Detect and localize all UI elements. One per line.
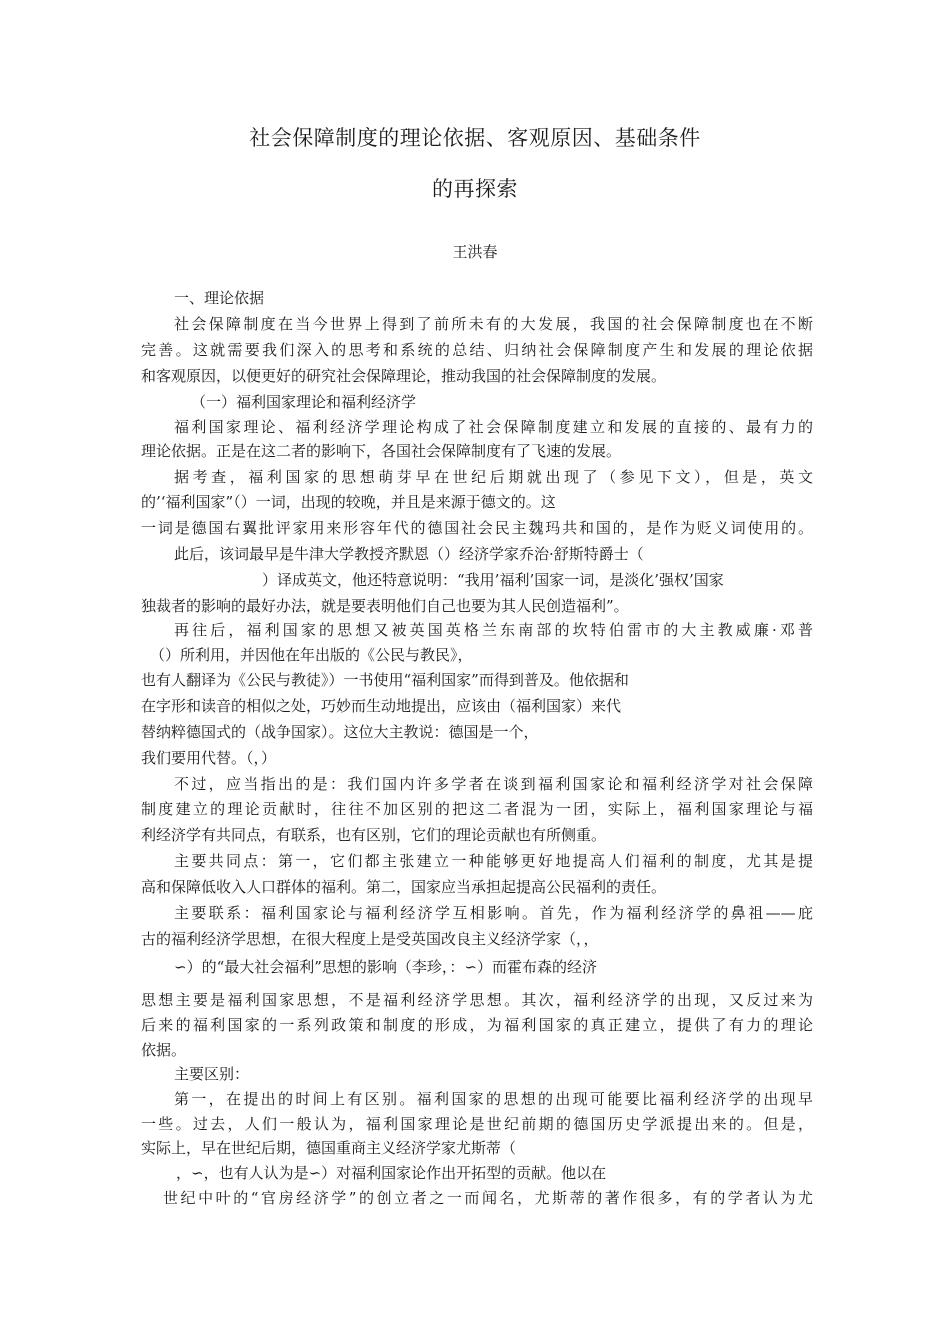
text-line: 替纳粹德国式的（战争国家）。这位大主教说：德国是一个， [141,723,539,741]
text-line: 主要共同点：第一，它们都主张建立一种能够更好地提高人们福利的制度，尤其是提 [174,852,813,870]
text-line: 制度建立的理论贡献时，往往不加区别的把这二者混为一团，实际上，福利国家理论与福 [141,800,813,818]
text-line: 和客观原因，以便更好的研究社会保障理论，推动我国的社会保障制度的发展。 [141,367,667,385]
title-line-2: 的再探索 [432,177,518,201]
text-line: 主要区别： [174,1065,250,1083]
text-line: 世纪中叶的“官房经济学”的创立者之一而闻名，尤斯蒂的著作很多，有的学者认为尤 [163,1189,813,1207]
text-line: （）所利用，并因他在年出版的《公民与教民》， [150,646,473,664]
text-line: 此后，该词最早是牛津大学教授齐默恩（）经济学家乔治·舒斯特爵士（ [174,545,644,563]
text-line: 不过，应当指出的是：我们国内许多学者在谈到福利国家论和福利经济学对社会保障 [174,775,813,793]
author: 王洪春 [452,243,498,261]
text-line: 独裁者的影响的最好办法，就是要表明他们自己也要为其人民创造福利”。 [141,597,629,615]
text-line: 古的福利经济学思想，在很大程度上是受英国改良主义经济学家（，， [141,930,599,948]
text-line: 后来的福利国家的一系列政策和制度的形成，为福利国家的真正建立，提供了有力的理论 [141,1016,813,1034]
text-line: 社会保障制度在当今世界上得到了前所未有的大发展，我国的社会保障制度也在不断 [174,315,813,333]
text-line: 主要联系：福利国家论与福利经济学互相影响。首先，作为福利经济学的鼻祖——庇 [174,904,813,922]
text-line: 高和保障低收入人口群体的福利。第二，国家应当承担起提高公民福利的责任。 [141,878,667,896]
text-line: 理论依据。正是在这二者的影响下，各国社会保障制度有了飞速的发展。 [141,442,622,460]
text-line: 也有人翻译为《公民与教徒》）一书使用“福利国家”而得到普及。他依据和 [141,671,629,689]
text-line: 在字形和读音的相似之处，巧妙而生动地提出，应该由（福利国家）来代 [141,697,622,715]
text-line: ∽）的“最大社会福利”思想的影响（李珍，：∽）而霍布森的经济 [174,958,597,976]
section-heading: 一、理论依据 [174,289,265,307]
text-line: 我们要用代替。（，） [141,749,277,767]
subsection-heading: （一）福利国家理论和福利经济学 [191,393,417,411]
text-line: 第一，在提出的时间上有区别。福利国家的思想的出现可能要比福利经济学的出现早 [174,1090,813,1108]
text-line: 完善。这就需要我们深入的思考和系统的总结、归纳社会保障制度产生和发展的理论依据 [141,341,813,359]
text-line: 再往后，福利国家的思想又被英国英格兰东南部的坎特伯雷市的大主教威廉·邓普 [174,621,813,639]
text-line: ）译成英文，他还特意说明：“我用’福利’国家一词，是淡化’强权’国家 [262,571,724,589]
text-line: ，∽，也有人认为是∽）对福利国家论作出开拓型的贡献。他以在 [176,1164,607,1182]
title-line-1: 社会保障制度的理论依据、客观原因、基础条件 [249,126,701,150]
text-line: 一词是德国右翼批评家用来形容年代的德国社会民主魏玛共和国的，是作为贬义词使用的。 [141,519,813,537]
text-line: 福利国家理论、福利经济学理论构成了社会保障制度建立和发展的直接的、最有力的 [174,418,813,436]
text-line: 利经济学有共同点，有联系，也有区别，它们的理论贡献也有所侧重。 [141,826,607,844]
text-line: 实际上，早在世纪后期，德国重商主义经济学家尤斯蒂（ [141,1139,517,1157]
text-line: 思想主要是福利国家思想，不是福利经济学思想。其次，福利经济学的出现，又反过来为 [141,991,813,1009]
text-line: 依据。 [141,1041,187,1059]
text-line: 一些。过去，人们一般认为，福利国家理论是世纪前期的德国历史学派提出来的。但是， [141,1115,813,1133]
text-line: 的’‘福利国家”（）一词，出现的较晚，并且是来源于德文的。这 [141,493,556,511]
text-line: 据考查，福利国家的思想萌芽早在世纪后期就出现了（参见下文），但是，英文 [174,468,813,486]
